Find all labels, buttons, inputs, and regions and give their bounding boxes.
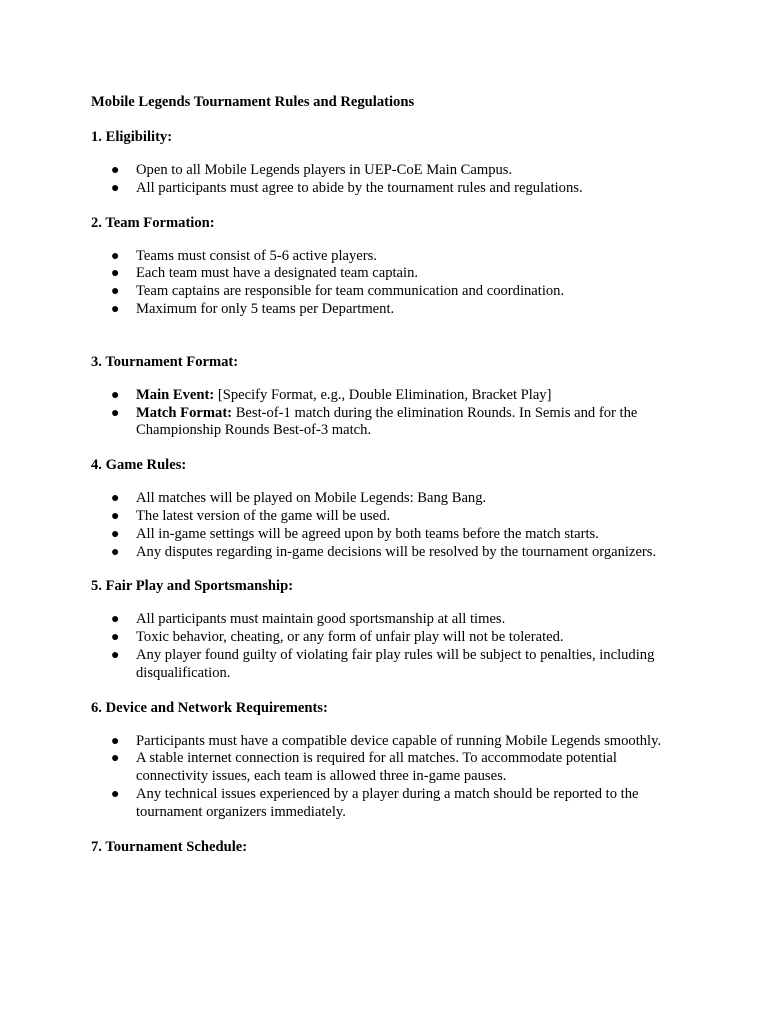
item-text: Each team must have a designated team captain. bbox=[136, 265, 419, 282]
list-item bbox=[91, 265, 691, 283]
list-item bbox=[91, 629, 691, 647]
section-4 bbox=[91, 455, 691, 561]
bullet-icon: ● bbox=[111, 751, 120, 767]
section-heading: 4. Game Rules: bbox=[91, 457, 187, 474]
item-text: Teams must consist of 5-6 active players. bbox=[136, 247, 377, 264]
bullet-list bbox=[91, 248, 691, 319]
item-text: The latest version of the game will be used. bbox=[136, 507, 391, 524]
bullet-list bbox=[91, 733, 691, 822]
bullet-icon: ● bbox=[111, 612, 120, 628]
list-item bbox=[91, 544, 691, 562]
list-item bbox=[91, 508, 691, 526]
sections-container bbox=[91, 127, 691, 857]
item-text: Team captains are responsible for team communication and coordination. bbox=[136, 283, 565, 300]
bullet-icon: ● bbox=[111, 180, 120, 196]
item-text: A stable internet connection is required for all matches. To accommodate potential connectivity issues, each team is allowed three in-game pauses. bbox=[136, 750, 617, 785]
bullet-icon: ● bbox=[111, 733, 120, 749]
list-item bbox=[91, 283, 691, 301]
section-heading: 7. Tournament Schedule: bbox=[91, 838, 248, 855]
item-text: All in-game settings will be agreed upon by both teams before the match starts. bbox=[136, 525, 599, 542]
section-heading: 3. Tournament Format: bbox=[91, 353, 239, 370]
list-item bbox=[91, 162, 691, 180]
section-7 bbox=[91, 837, 691, 857]
section-heading: 6. Device and Network Requirements: bbox=[91, 699, 328, 716]
section-heading: 1. Eligibility: bbox=[91, 129, 173, 145]
bullet-icon: ● bbox=[111, 491, 120, 507]
bullet-icon: ● bbox=[111, 163, 120, 178]
item-text: All matches will be played on Mobile Legends: Bang Bang. bbox=[136, 490, 487, 507]
item-lead-label: Main Event: bbox=[136, 386, 215, 403]
item-text: Any player found guilty of violating fair play rules will be subject to penalties, including disqualification. bbox=[136, 646, 655, 681]
bullet-icon: ● bbox=[111, 544, 120, 560]
bullet-list bbox=[91, 490, 691, 561]
section-6 bbox=[91, 698, 691, 822]
section-2 bbox=[91, 213, 691, 319]
item-text: Best-of-1 match during the elimination Rounds. In Semis and for the Championship Rounds Best-of-3 match. bbox=[136, 404, 638, 439]
item-text: Maximum for only 5 teams per Department. bbox=[136, 300, 395, 317]
item-text: Any disputes regarding in-game decisions will be resolved by the tournament organizers. bbox=[136, 543, 657, 560]
bullet-icon: ● bbox=[111, 630, 120, 646]
bullet-icon: ● bbox=[111, 508, 120, 524]
document-page bbox=[91, 92, 691, 872]
bullet-list bbox=[91, 387, 691, 440]
bullet-icon: ● bbox=[111, 647, 120, 663]
list-item bbox=[91, 387, 691, 405]
item-text: Any technical issues experienced by a player during a match should be reported to the tournament organizers immediately. bbox=[136, 785, 639, 820]
list-item bbox=[91, 786, 691, 822]
list-item bbox=[91, 180, 691, 198]
bullet-icon: ● bbox=[111, 387, 120, 403]
section-5 bbox=[91, 576, 691, 682]
list-item bbox=[91, 248, 691, 266]
bullet-list bbox=[91, 162, 691, 198]
list-item bbox=[91, 490, 691, 508]
section-3 bbox=[91, 352, 691, 440]
bullet-icon: ● bbox=[111, 266, 120, 282]
bullet-icon: ● bbox=[111, 301, 120, 317]
list-item bbox=[91, 526, 691, 544]
list-item bbox=[91, 611, 691, 629]
bullet-icon: ● bbox=[111, 284, 120, 300]
item-lead-label: Match Format: bbox=[136, 404, 233, 421]
section-heading: 5. Fair Play and Sportsmanship: bbox=[91, 578, 294, 595]
bullet-icon: ● bbox=[111, 248, 120, 264]
item-text: [Specify Format, e.g., Double Elimination, Bracket Play] bbox=[214, 386, 552, 403]
section-1 bbox=[91, 127, 691, 198]
list-item bbox=[91, 750, 691, 786]
bullet-icon: ● bbox=[111, 786, 120, 802]
list-item bbox=[91, 647, 691, 683]
document-title: Mobile Legends Tournament Rules and Regulations bbox=[91, 94, 415, 110]
item-text: Participants must have a compatible device capable of running Mobile Legends smoothly. bbox=[136, 732, 662, 749]
list-item bbox=[91, 733, 691, 751]
item-text: Open to all Mobile Legends players in UEP-CoE Main Campus. bbox=[136, 162, 513, 178]
bullet-list bbox=[91, 611, 691, 682]
list-item bbox=[91, 405, 691, 441]
item-text: All participants must maintain good sportsmanship at all times. bbox=[136, 611, 506, 628]
item-text: All participants must agree to abide by the tournament rules and regulations. bbox=[136, 179, 583, 196]
blank-line-spacer bbox=[91, 334, 691, 352]
bullet-icon: ● bbox=[111, 526, 120, 542]
item-text: Toxic behavior, cheating, or any form of unfair play will not be tolerated. bbox=[136, 629, 564, 646]
list-item bbox=[91, 301, 691, 319]
section-heading: 2. Team Formation: bbox=[91, 214, 215, 231]
bullet-icon: ● bbox=[111, 405, 120, 421]
